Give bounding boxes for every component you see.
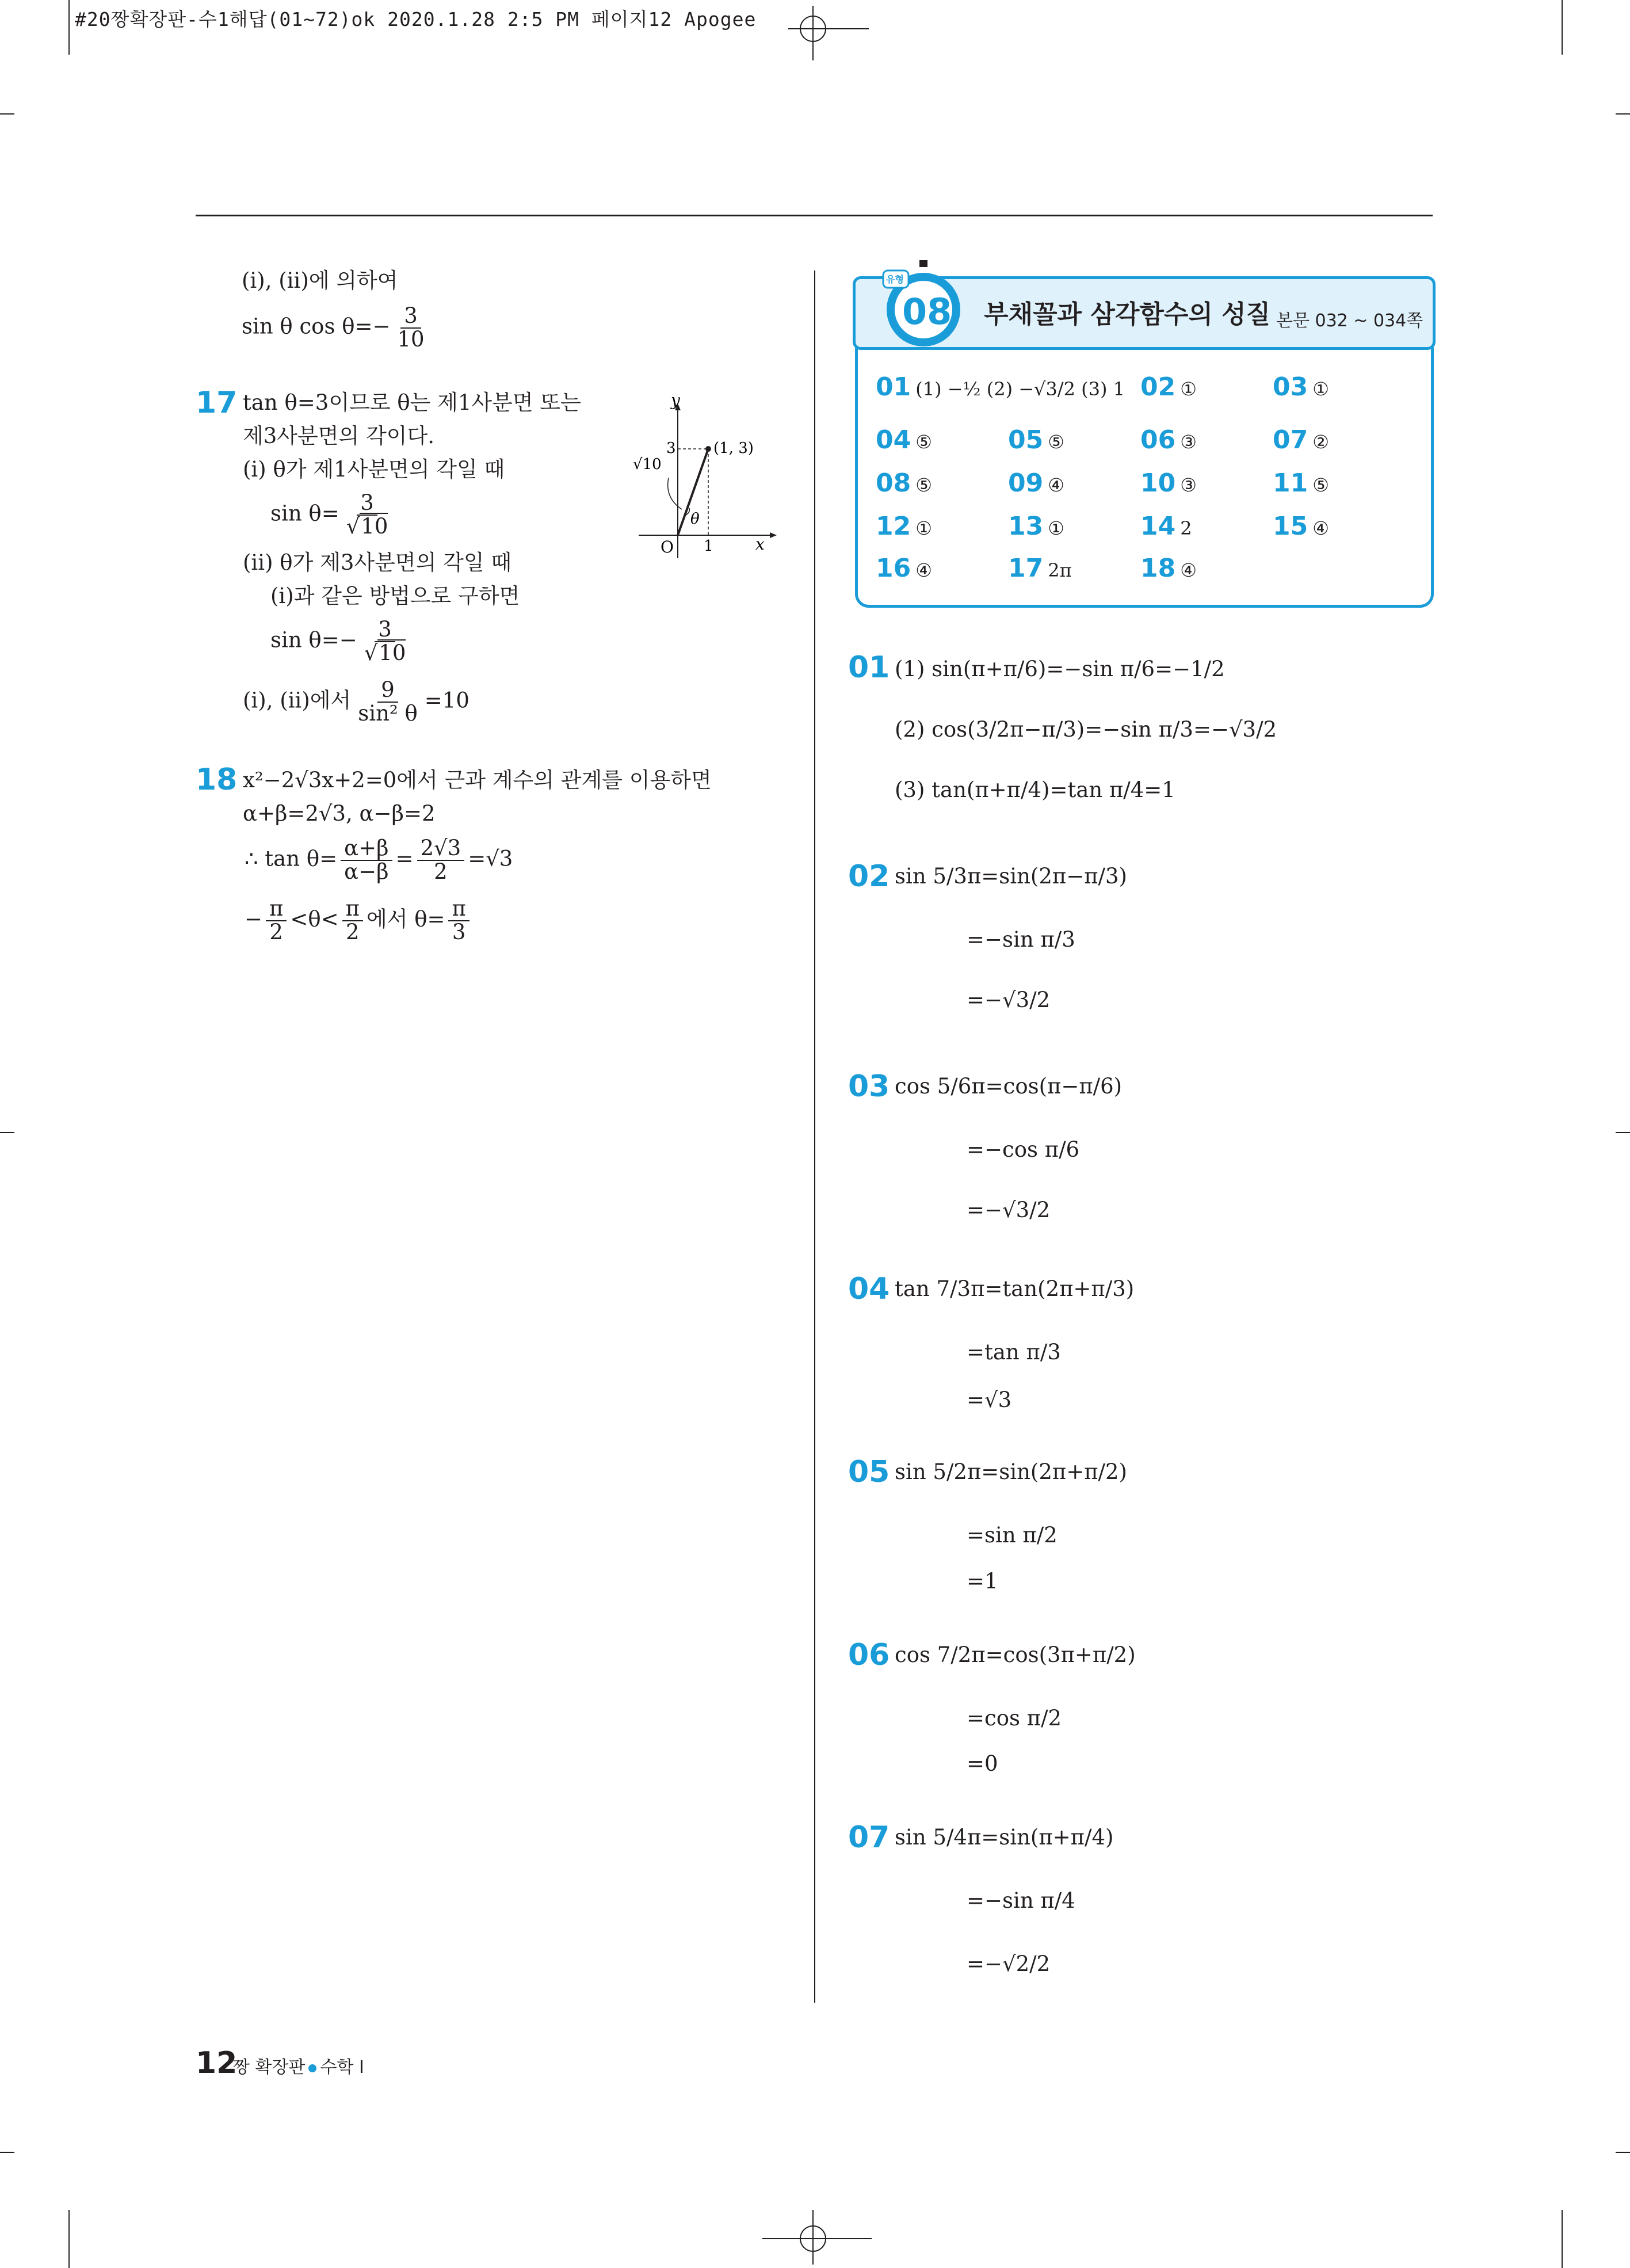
print-header: #20짱확장판-수1해답(01~72)ok 2020.1.28 2:5 PM 페이지12 Apogee xyxy=(75,8,757,31)
svg-text:y: y xyxy=(671,394,680,410)
answer-06: 06 ③ xyxy=(1140,425,1197,455)
section-title: 부채꼴과 삼각함수의 성질 xyxy=(984,300,1271,329)
equation-line: =−√2/2 xyxy=(967,1951,1051,1976)
answer-01: 01 (1) −½ (2) −√3/2 (3) 1 xyxy=(876,372,1125,402)
text-line: tan θ=3이므로 θ는 제1사분면 또는 xyxy=(243,390,581,415)
answer-04: 04 ⑤ xyxy=(876,425,932,455)
equation-line: =0 xyxy=(967,1751,998,1776)
equation-line: sin θ= $\frac{3}{√10}$ xyxy=(270,490,388,539)
text-line: α+β=2√3, α−β=2 xyxy=(243,801,436,826)
solution-number-04: 04 xyxy=(848,1272,890,1306)
equation-line: =1 xyxy=(967,1569,998,1594)
section-number: 08 xyxy=(902,291,952,333)
solution-number-05: 05 xyxy=(848,1455,890,1489)
svg-text:O: O xyxy=(661,538,674,556)
equation-line: sin 5/4π=sin(π+π/4) xyxy=(895,1825,1114,1850)
equation-line: (1) sin(π+π/6)=−sin π/6=−1/2 xyxy=(895,657,1225,681)
equation-line: =sin π/2 xyxy=(967,1523,1058,1547)
equation-line: cos 7/2π=cos(3π+π/2) xyxy=(895,1642,1136,1667)
answer-07: 07 ② xyxy=(1273,425,1329,455)
text-line: (ⅰ)과 같은 방법으로 구하면 xyxy=(270,584,520,608)
svg-text:θ: θ xyxy=(690,510,700,528)
answer-15: 15 ④ xyxy=(1273,512,1329,541)
problem-number-18: 18 xyxy=(196,763,238,797)
answer-09: 09 ④ xyxy=(1008,468,1064,498)
text-line: (ⅰ) θ가 제1사분면의 각일 때 xyxy=(243,457,505,482)
equation-line: tan 7/3π=tan(2π+π/3) xyxy=(895,1276,1135,1301)
answer-14: 14 2 xyxy=(1140,512,1192,541)
answer-17: 17 2π xyxy=(1008,554,1072,583)
solution-number-02: 02 xyxy=(848,859,890,894)
answer-08: 08 ⑤ xyxy=(876,468,932,498)
equation-line: cos 5/6π=cos(π−π/6) xyxy=(895,1074,1123,1099)
svg-text:3: 3 xyxy=(666,440,676,457)
text-line: (ⅰ), (ⅱ)에 의하여 xyxy=(242,268,398,293)
equation-line: =−√3/2 xyxy=(967,988,1051,1012)
answer-05: 05 ⑤ xyxy=(1008,425,1064,455)
problem-number-17: 17 xyxy=(196,386,238,420)
footer-book: 짱 확장판 수학 Ⅰ xyxy=(233,2057,364,2078)
equation-line: =−√3/2 xyxy=(967,1198,1051,1222)
equation-line: =−sin π/3 xyxy=(967,927,1075,952)
equation-line: (2) cos(3/2π−π/3)=−sin π/3=−√3/2 xyxy=(895,717,1277,742)
answer-18: 18 ④ xyxy=(1140,554,1197,583)
svg-text:(1, 3): (1, 3) xyxy=(713,440,754,457)
answer-10: 10 ③ xyxy=(1140,468,1197,498)
svg-text:√10: √10 xyxy=(633,456,662,473)
section-badge: 유형 xyxy=(886,274,904,285)
equation-line: (ⅰ), (ⅱ)에서 $\frac{9}{\text{sin² θ}}$ =10 xyxy=(243,677,469,726)
svg-text:x: x xyxy=(755,535,765,554)
equation-line: sin θ=− $\frac{3}{√10}$ xyxy=(270,617,406,665)
answer-11: 11 ⑤ xyxy=(1273,468,1329,498)
answer-12: 12 ① xyxy=(876,512,932,541)
solution-number-07: 07 xyxy=(848,1820,890,1855)
answer-03: 03 ① xyxy=(1273,372,1329,402)
equation-line: sin 5/3π=sin(2π−π/3) xyxy=(895,864,1127,889)
svg-text:1: 1 xyxy=(704,538,713,555)
page-number: 12 xyxy=(196,2046,238,2080)
equation-line: (3) tan(π+π/4)=tan π/4=1 xyxy=(895,777,1175,802)
unit-circle-graph xyxy=(633,394,782,561)
answer-02: 02 ① xyxy=(1140,372,1197,402)
solution-number-06: 06 xyxy=(848,1638,890,1672)
text-line: x²−2√3x+2=0에서 근과 계수의 관계를 이용하면 xyxy=(243,768,712,792)
bullet-icon xyxy=(308,2064,316,2072)
solution-number-03: 03 xyxy=(848,1069,890,1104)
section-page-ref: 본문 032 ~ 034쪽 xyxy=(1276,311,1423,331)
solution-number-01: 01 xyxy=(848,650,890,685)
equation-line: − $\frac{\pi}{2}$ <θ< $\frac{\pi}{2}$ 에서 θ= $\frac{\pi}{3}$ xyxy=(245,898,473,944)
equation-line: sin θ cos θ=− $\frac{3}{10}$ xyxy=(242,303,425,352)
equation-line: sin 5/2π=sin(2π+π/2) xyxy=(895,1459,1127,1484)
answer-16: 16 ④ xyxy=(876,554,932,583)
equation-line: =−cos π/6 xyxy=(967,1137,1080,1162)
equation-line: =√3 xyxy=(967,1388,1012,1412)
equation-line: =cos π/2 xyxy=(967,1706,1062,1730)
answer-13: 13 ① xyxy=(1008,512,1064,541)
equation-line: =tan π/3 xyxy=(967,1340,1061,1364)
equation-line: =−sin π/4 xyxy=(967,1888,1075,1913)
equation-line: ∴ tan θ= $\frac{\alpha+\beta}{\alpha-\beta}$ = $\frac{2√3}{2}$ =√3 xyxy=(245,836,513,884)
text-line: 제3사분면의 각이다. xyxy=(243,424,434,448)
text-line: (ⅱ) θ가 제3사분면의 각일 때 xyxy=(243,550,512,575)
